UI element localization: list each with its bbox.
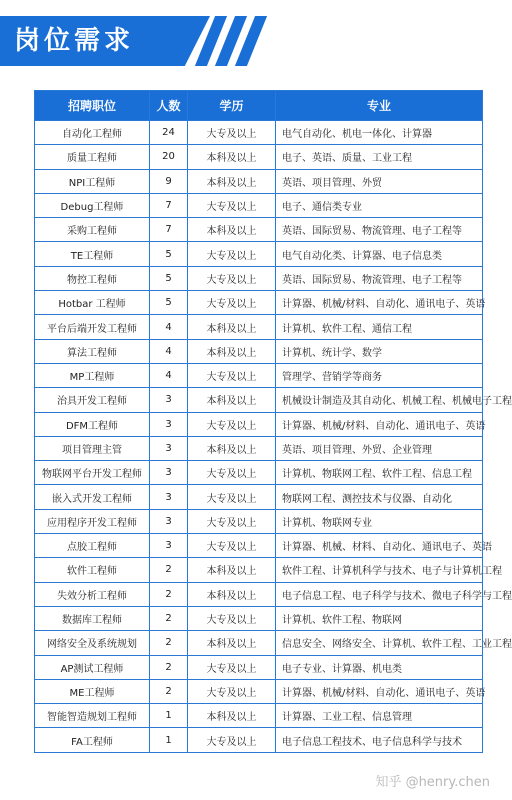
education-cell: 本科及以上 [188,169,276,193]
education-cell: 大专及以上 [188,509,276,533]
major-cell: 英语、国际贸易、物流管理、电子工程等 [276,266,483,290]
table-row [35,193,483,217]
position-cell: Hotbar 工程师 [35,291,150,315]
table-row [35,363,483,387]
major-cell: 电子、通信类专业 [276,193,483,217]
table-body [35,121,512,753]
count-cell: 5 [150,291,188,315]
major-cell: 电气自动化类、计算器、电子信息类 [276,242,483,266]
table-row [35,631,483,655]
major-cell: 计算器、工业工程、信息管理 [276,704,483,728]
count-cell: 7 [150,193,188,217]
education-cell: 大专及以上 [188,534,276,558]
count-cell: 2 [150,582,188,606]
table-row [35,679,483,703]
job-requirements-table [34,90,512,753]
major-cell: 计算机、软件工程、物联网 [276,606,483,630]
position-cell: Debug工程师 [35,193,150,217]
count-cell: 4 [150,363,188,387]
count-cell: 4 [150,315,188,339]
position-cell: 软件工程师 [35,558,150,582]
count-cell: 4 [150,339,188,363]
position-cell: 点胶工程师 [35,534,150,558]
education-cell: 本科及以上 [188,582,276,606]
education-cell: 本科及以上 [188,558,276,582]
count-cell: 9 [150,169,188,193]
count-cell: 3 [150,485,188,509]
major-cell: 电气自动化、机电一体化、计算器 [276,121,483,145]
position-cell: 网络安全及系统规划 [35,631,150,655]
position-cell: 嵌入式开发工程师 [35,485,150,509]
position-cell: 项目管理主管 [35,436,150,460]
major-cell: 信息安全、网络安全、计算机、软件工程、工业工程 [276,631,483,655]
page-title: 岗位需求 [14,26,135,56]
education-cell: 大专及以上 [188,485,276,509]
table-row [35,339,483,363]
position-cell: 物控工程师 [35,266,150,290]
count-cell: 1 [150,704,188,728]
table-row [35,145,483,169]
position-cell: 应用程序开发工程师 [35,509,150,533]
major-cell: 电子信息工程、电子科学与技术、微电子科学与工程 [276,582,483,606]
major-cell: 计算机、统计学、数学 [276,339,483,363]
education-cell: 大专及以上 [188,291,276,315]
education-cell: 本科及以上 [188,436,276,460]
table-row [35,412,483,436]
table-row [35,121,483,145]
education-cell: 大专及以上 [188,266,276,290]
count-cell: 24 [150,121,188,145]
major-cell: 计算机、物联网工程、软件工程、信息工程 [276,461,483,485]
count-cell: 3 [150,436,188,460]
table-row [35,606,483,630]
table-header-row [35,91,483,121]
education-cell: 本科及以上 [188,339,276,363]
position-cell: ME工程师 [35,679,150,703]
major-cell: 计算器、机械/材料、自动化、通讯电子、英语 [276,679,483,703]
watermark: 知乎 @henry.chen [375,775,490,790]
position-cell: 自动化工程师 [35,121,150,145]
education-cell: 大专及以上 [188,121,276,145]
major-cell: 英语、国际贸易、物流管理、电子工程等 [276,218,483,242]
position-cell: 数据库工程师 [35,606,150,630]
education-cell: 本科及以上 [188,704,276,728]
major-cell: 计算机、软件工程、通信工程 [276,315,483,339]
count-cell: 5 [150,242,188,266]
major-cell: 电子专业、计算器、机电类 [276,655,483,679]
table-row [35,315,483,339]
table-row [35,169,483,193]
table-row [35,558,483,582]
column-header-major: 专业 [276,91,483,121]
position-cell: 平台后端开发工程师 [35,315,150,339]
count-cell: 2 [150,631,188,655]
table-row [35,485,483,509]
table-row [35,728,483,752]
major-cell: 电子、英语、质量、工业工程 [276,145,483,169]
major-cell: 计算器、机械/材料、自动化、通讯电子、英语 [276,412,483,436]
table-row [35,436,483,460]
position-cell: AP测试工程师 [35,655,150,679]
table-row [35,655,483,679]
count-cell: 2 [150,606,188,630]
count-cell: 3 [150,509,188,533]
education-cell: 本科及以上 [188,218,276,242]
education-cell: 大专及以上 [188,242,276,266]
position-cell: TE工程师 [35,242,150,266]
column-header-count: 人数 [150,91,188,121]
education-cell: 本科及以上 [188,388,276,412]
education-cell: 大专及以上 [188,606,276,630]
count-cell: 7 [150,218,188,242]
major-cell: 管理学、营销学等商务 [276,363,483,387]
count-cell: 2 [150,655,188,679]
education-cell: 大专及以上 [188,461,276,485]
table-row [35,534,483,558]
major-cell: 软件工程、计算机科学与技术、电子与计算机工程 [276,558,483,582]
education-cell: 本科及以上 [188,631,276,655]
table-row [35,461,483,485]
major-cell: 计算器、机械/材料、自动化、通讯电子、英语 [276,291,483,315]
count-cell: 3 [150,388,188,412]
position-cell: 智能智造规划工程师 [35,704,150,728]
count-cell: 3 [150,534,188,558]
major-cell: 计算器、机械、材料、自动化、通讯电子、英语 [276,534,483,558]
position-cell: DFM工程师 [35,412,150,436]
position-cell: 算法工程师 [35,339,150,363]
table-row [35,582,483,606]
education-cell: 本科及以上 [188,315,276,339]
education-cell: 大专及以上 [188,655,276,679]
table-row [35,704,483,728]
table-row [35,388,483,412]
count-cell: 3 [150,412,188,436]
education-cell: 大专及以上 [188,728,276,752]
count-cell: 5 [150,266,188,290]
education-cell: 本科及以上 [188,145,276,169]
table-row [35,266,483,290]
major-cell: 机械设计制造及其自动化、机械工程、机械电子工程 [276,388,483,412]
position-cell: MP工程师 [35,363,150,387]
education-cell: 大专及以上 [188,412,276,436]
education-cell: 大专及以上 [188,363,276,387]
count-cell: 2 [150,558,188,582]
section-header [0,16,500,66]
position-cell: NPI工程师 [35,169,150,193]
position-cell: 物联网平台开发工程师 [35,461,150,485]
position-cell: FA工程师 [35,728,150,752]
table-row [35,218,483,242]
count-cell: 3 [150,461,188,485]
table-row [35,291,483,315]
major-cell: 英语、项目管理、外贸 [276,169,483,193]
major-cell: 电子信息工程技术、电子信息科学与技术 [276,728,483,752]
table-row [35,242,483,266]
education-cell: 大专及以上 [188,679,276,703]
count-cell: 20 [150,145,188,169]
position-cell: 质量工程师 [35,145,150,169]
count-cell: 2 [150,679,188,703]
position-cell: 治具开发工程师 [35,388,150,412]
education-cell: 大专及以上 [188,193,276,217]
major-cell: 英语、项目管理、外贸、企业管理 [276,436,483,460]
position-cell: 采购工程师 [35,218,150,242]
column-header-education: 学历 [188,91,276,121]
major-cell: 物联网工程、测控技术与仪器、自动化 [276,485,483,509]
position-cell: 失效分析工程师 [35,582,150,606]
count-cell: 1 [150,728,188,752]
column-header-position: 招聘职位 [35,91,150,121]
major-cell: 计算机、物联网专业 [276,509,483,533]
table-row [35,509,483,533]
